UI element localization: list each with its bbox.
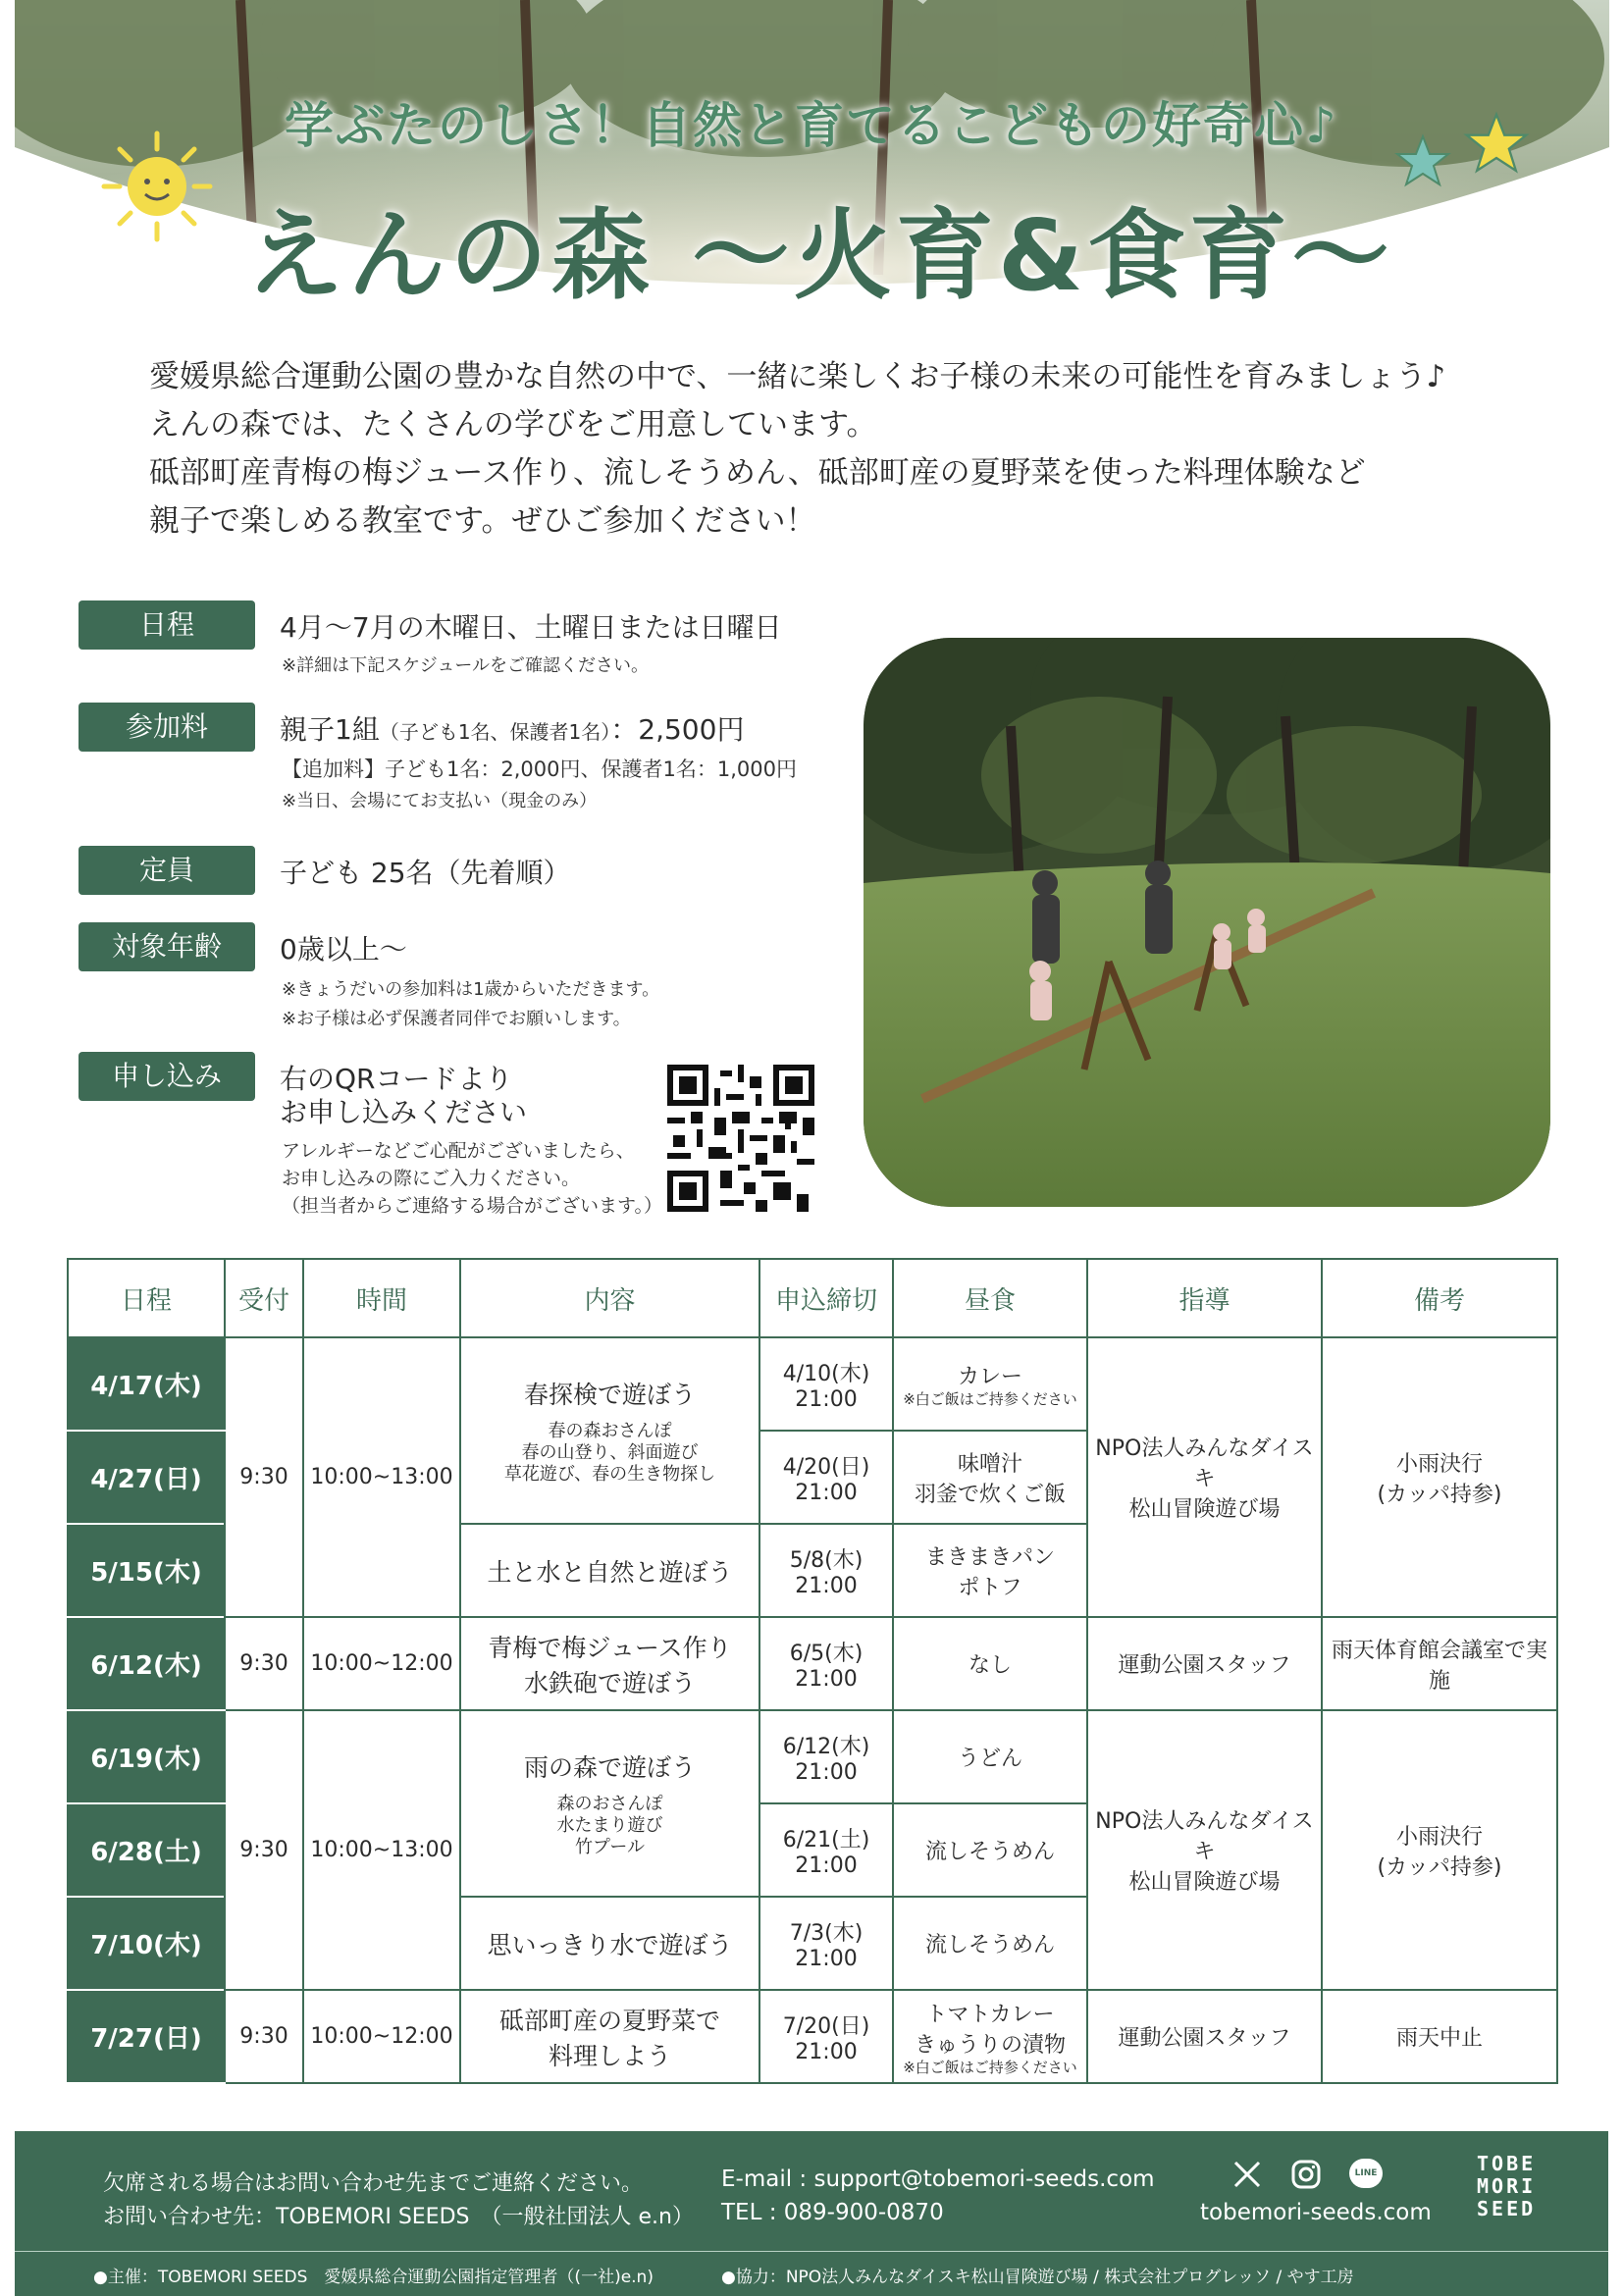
footer-divider <box>15 2251 1608 2252</box>
content-title: 砥部町産の夏野菜で <box>498 2006 720 2035</box>
deadline-time: 21:00 <box>795 1480 858 1505</box>
content-title: 料理しよう <box>548 2041 671 2070</box>
guide-text: 松山冒険遊び場 <box>1128 1497 1281 1522</box>
lunch-cell <box>893 1990 1087 2083</box>
guide-cell <box>1087 1710 1322 1990</box>
guide-cell: 運動公園スタッフ <box>1087 1990 1322 2083</box>
lunch-text: 味噌汁 <box>957 1451 1022 1477</box>
date-cell: 6/28(土) <box>68 1803 225 1897</box>
col-header: 時間 <box>303 1259 460 1337</box>
content-cell <box>460 1990 759 2083</box>
lunch-text: ポトフ <box>958 1575 1022 1600</box>
absent-notice: 欠席される場合はお問い合わせ先までご連絡ください。 <box>103 2171 644 2196</box>
remarks-cell: 雨天体育館会議室で実施 <box>1322 1617 1557 1710</box>
date-cell: 6/12(木) <box>68 1617 225 1710</box>
deadline-time: 21:00 <box>795 1573 858 1598</box>
deadline-date: 7/20(日) <box>782 2013 870 2039</box>
col-header: 指導 <box>1087 1259 1322 1337</box>
deadline-date: 7/3(木) <box>789 1920 864 1946</box>
schedule-value: 4月〜7月の木曜日、土曜日または日曜日 <box>280 611 782 644</box>
content-cell <box>460 1337 759 1524</box>
footer <box>15 2131 1608 2296</box>
deadline-cell <box>759 1710 893 1803</box>
schedule-table <box>67 1258 1558 2084</box>
content-sub: 草花遊び、春の生き物探し <box>503 1464 716 1485</box>
time-cell: 10:00~13:00 <box>303 1337 460 1617</box>
content-sub: 竹プール <box>574 1837 646 1857</box>
lunch-cell: なし <box>893 1617 1087 1710</box>
deadline-date: 6/21(土) <box>782 1827 870 1852</box>
date-cell: 4/17(木) <box>68 1337 225 1431</box>
reception-cell: 9:30 <box>225 1617 303 1710</box>
intro-text <box>149 353 1523 546</box>
intro-line: えんの森では、たくさんの学びをご用意しています。 <box>149 407 877 443</box>
fee-price: ：2,500円 <box>610 713 745 746</box>
capacity-label: 定員 <box>79 846 255 895</box>
remarks-text: (カッパ持参) <box>1377 1854 1502 1880</box>
sponsor-text: ●主催：TOBEMORI SEEDS 愛媛県総合運動公園指定管理者（(一社)e.n) <box>93 2268 654 2287</box>
deadline-date: 4/10(木) <box>782 1361 870 1386</box>
deadline-time: 21:00 <box>795 1852 858 1878</box>
lunch-note: ※白ご飯はご持参ください <box>903 2058 1077 2076</box>
deadline-date: 6/12(木) <box>782 1734 870 1759</box>
lunch-cell <box>893 1431 1087 1524</box>
cooperation-text: ●協力：NPO法人みんなダイスキ松山冒険遊び場 / 株式会社プログレッソ / やす工房 <box>721 2268 1354 2287</box>
intro-line: 親子で楽しめる教室です。ぜひご参加ください！ <box>149 503 816 539</box>
content-title: 水鉄砲で遊ぼう <box>523 1668 696 1697</box>
qr-code[interactable] <box>667 1065 814 1212</box>
deadline-time: 21:00 <box>795 1386 858 1412</box>
page-title: えんの森 〜火育&食育〜 <box>245 198 1394 313</box>
date-cell: 4/27(日) <box>68 1431 225 1524</box>
phone-number[interactable]: TEL : 089-900-0870 <box>721 2200 944 2225</box>
deadline-date: 6/5(木) <box>789 1641 864 1666</box>
content-title: 春探検で遊ぼう <box>523 1381 696 1409</box>
lunch-cell: 流しそうめん <box>893 1897 1087 1990</box>
lunch-cell <box>893 1337 1087 1431</box>
schedule-note: ※詳細は下記スケジュールをご確認ください。 <box>282 655 649 676</box>
intro-line: 愛媛県総合運動公園の豊かな自然の中で、一緒に楽しくお子様の未来の可能性を育みましょう♪ <box>149 359 1446 394</box>
apply-label: 申し込み <box>79 1052 255 1101</box>
guide-text: NPO法人みんなダイスキ <box>1095 1436 1314 1491</box>
col-header: 内容 <box>460 1259 759 1337</box>
deadline-cell <box>759 1897 893 1990</box>
x-icon[interactable] <box>1231 2159 1263 2190</box>
content-sub: 水たまり遊び <box>556 1815 663 1836</box>
line-icon[interactable]: LINE <box>1349 2159 1383 2188</box>
reception-cell: 9:30 <box>225 1710 303 1990</box>
content-title: 思いっきり水で遊ぼう <box>487 1930 733 1959</box>
guide-text: 松山冒険遊び場 <box>1128 1870 1281 1895</box>
age-value: 0歳以上〜 <box>280 933 407 965</box>
date-cell: 7/27(日) <box>68 1990 225 2083</box>
fee-label: 参加料 <box>79 703 255 752</box>
date-cell: 6/19(木) <box>68 1710 225 1803</box>
fee-note: ※当日、会場にてお支払い（現金のみ） <box>282 791 598 811</box>
content-cell <box>460 1524 759 1617</box>
lunch-cell <box>893 1524 1087 1617</box>
lunch-note: ※白ご飯はご持参ください <box>903 1390 1077 1408</box>
table-row <box>68 1990 1557 2083</box>
content-title: 土と水と自然と遊ぼう <box>487 1557 733 1587</box>
content-sub: 春の森おさんぽ <box>548 1421 672 1441</box>
schedule-label: 日程 <box>79 600 255 650</box>
lunch-text: カレー <box>957 1365 1022 1389</box>
apply-line: 右のQRコードより <box>280 1063 513 1095</box>
fee-extra: 【追加料】子ども1名：2,000円、保護者1名：1,000円 <box>282 757 797 781</box>
col-header: 日程 <box>68 1259 225 1337</box>
deadline-cell <box>759 1524 893 1617</box>
remarks-cell <box>1322 1337 1557 1617</box>
age-note: ※お子様は必ず保護者同伴でお願いします。 <box>282 1009 631 1029</box>
time-cell: 10:00~12:00 <box>303 1990 460 2083</box>
deadline-time: 21:00 <box>795 2039 858 2064</box>
content-title: 青梅で梅ジュース作り <box>488 1633 732 1662</box>
lunch-cell: 流しそうめん <box>893 1803 1087 1897</box>
capacity-value: 子ども 25名（先着順） <box>280 857 571 889</box>
logo-line: MORI <box>1477 2174 1537 2198</box>
table-row <box>68 1617 1557 1710</box>
reception-cell: 9:30 <box>225 1337 303 1617</box>
content-sub: 春の山登り、斜面遊び <box>521 1442 699 1463</box>
apply-note: アレルギーなどご心配がございましたら、 <box>282 1140 635 1162</box>
time-cell: 10:00~12:00 <box>303 1617 460 1710</box>
deadline-cell <box>759 1803 893 1897</box>
deadline-time: 21:00 <box>795 1666 858 1692</box>
fee-value <box>280 708 744 748</box>
email-link[interactable]: E-mail : support@tobemori-seeds.com <box>721 2166 1155 2192</box>
date-cell: 5/15(木) <box>68 1524 225 1617</box>
lunch-cell: うどん <box>893 1710 1087 1803</box>
col-header: 備考 <box>1322 1259 1557 1337</box>
deadline-date: 5/8(木) <box>789 1547 864 1573</box>
apply-note: お申し込みの際にご入力ください。 <box>282 1168 581 1189</box>
age-note: ※きょうだいの参加料は1歳からいただきます。 <box>282 979 660 1000</box>
deadline-time: 21:00 <box>795 1759 858 1785</box>
remarks-text: (カッパ持参) <box>1377 1482 1502 1507</box>
guide-text: NPO法人みんなダイスキ <box>1095 1809 1314 1864</box>
col-header: 昼食 <box>893 1259 1087 1337</box>
contact-info: お問い合わせ先：TOBEMORI SEEDS （一般社団法人 e.n） <box>103 2205 694 2229</box>
col-header: 申込締切 <box>759 1259 893 1337</box>
deadline-cell <box>759 1617 893 1710</box>
col-header: 受付 <box>225 1259 303 1337</box>
deadline-cell <box>759 1337 893 1431</box>
lunch-text: きゅうりの漬物 <box>914 2032 1066 2058</box>
website-link[interactable]: tobemori-seeds.com <box>1200 2200 1432 2225</box>
age-label: 対象年齢 <box>79 922 255 971</box>
content-sub: 森のおさんぽ <box>556 1794 663 1814</box>
remarks-cell <box>1322 1710 1557 1990</box>
date-cell: 7/10(木) <box>68 1897 225 1990</box>
instagram-icon[interactable] <box>1290 2159 1322 2190</box>
lunch-text: まきまきパン <box>924 1544 1055 1570</box>
table-header-row <box>68 1259 1557 1337</box>
logo-line: TOBE <box>1477 2152 1537 2175</box>
content-title: 雨の森で遊ぼう <box>523 1753 696 1782</box>
deadline-date: 4/20(日) <box>782 1454 870 1480</box>
reception-cell: 9:30 <box>225 1990 303 2083</box>
table-row <box>68 1337 1557 1431</box>
content-cell <box>460 1897 759 1990</box>
tobemori-seeds-logo <box>1477 2153 1536 2220</box>
remarks-text: 小雨決行 <box>1395 1451 1483 1477</box>
table-row <box>68 1710 1557 1803</box>
lunch-text: トマトカレー <box>925 2002 1055 2027</box>
deadline-cell <box>759 1431 893 1524</box>
lunch-text: 羽釜で炊くご飯 <box>914 1482 1066 1507</box>
remarks-text: 小雨決行 <box>1395 1824 1483 1850</box>
fee-small: （子ども1名、保護者1名） <box>379 720 611 744</box>
apply-note: （担当者からご連絡する場合がございます。） <box>282 1195 662 1217</box>
remarks-cell: 雨天中止 <box>1322 1990 1557 2083</box>
intro-line: 砥部町産青梅の梅ジュース作り、流しそうめん、砥部町産の夏野菜を使った料理体験など <box>149 455 1366 491</box>
fee-main: 親子1組 <box>280 713 380 746</box>
event-photo <box>864 638 1550 1207</box>
guide-cell <box>1087 1337 1322 1617</box>
deadline-time: 21:00 <box>795 1946 858 1971</box>
deadline-cell <box>759 1990 893 2083</box>
time-cell: 10:00~13:00 <box>303 1710 460 1990</box>
apply-line: お申し込みください <box>280 1096 528 1128</box>
logo-line: SEED <box>1477 2197 1537 2220</box>
guide-cell: 運動公園スタッフ <box>1087 1617 1322 1710</box>
content-cell <box>460 1617 759 1710</box>
content-cell <box>460 1710 759 1897</box>
catchphrase: 学ぶたのしさ！自然と育てるこどもの好奇心♪ <box>285 97 1338 154</box>
